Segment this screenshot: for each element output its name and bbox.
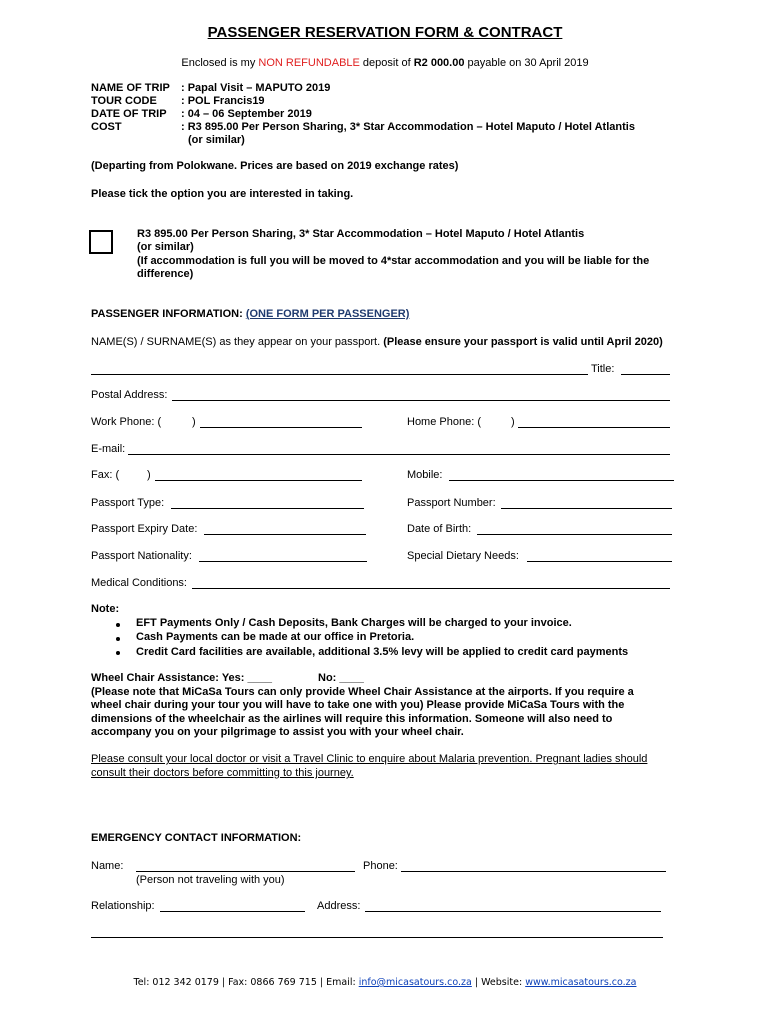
emergency-address-label: Address: [317,900,361,912]
fax-close: ) [147,469,151,481]
one-form-note: (ONE FORM PER PASSENGER) [245,308,410,320]
passenger-info-heading [91,308,409,320]
tour-code-value: : POL Francis19 [181,95,265,107]
wheelchair-line-1: (Please note that MiCaSa Tours can only provide Wheel Chair Assistance at the airports. If you require a [91,686,634,698]
emergency-name-field[interactable] [136,871,355,872]
title-field[interactable] [621,374,670,375]
mobile-field[interactable] [449,480,674,481]
deposit-pre: Enclosed is my [181,57,259,69]
note-item: Credit Card facilities are available, additional 3.5% levy will be applied to credit card payments [136,646,629,658]
emergency-extra-field[interactable] [91,937,663,938]
home-phone-close: ) [511,416,515,428]
wheelchair-yes: Wheel Chair Assistance: Yes: ____ [91,672,272,684]
work-phone-close: ) [192,416,196,428]
footer-contact: Tel: 012 342 0179 | Fax: 0866 769 715 | Email: [133,977,359,988]
relationship-field[interactable] [160,911,305,912]
cost-label: COST [91,121,122,133]
trip-date-value: : 04 – 06 September 2019 [181,108,312,120]
postal-field[interactable] [172,400,670,401]
deposit-mid: deposit of [359,57,414,69]
malaria-line-1: Please consult your local doctor or visit a Travel Clinic to enquire about Malaria prevention. Pregnant ladies should [91,753,648,765]
tour-code-label: TOUR CODE [91,95,157,107]
postal-label: Postal Address: [91,389,168,401]
footer [0,977,770,988]
emergency-phone-field[interactable] [401,871,666,872]
names-field[interactable] [91,374,588,375]
work-phone-field[interactable] [200,427,362,428]
medical-field[interactable] [192,588,670,589]
trip-name-value: : Papal Visit – MAPUTO 2019 [181,82,331,94]
wheelchair-line-4: accompany you on your pilgrimage to assist you with your wheel chair. [91,726,464,738]
fax-label: Fax: ( [91,469,120,481]
cost-value: : R3 895.00 Per Person Sharing, 3* Star Accommodation – Hotel Maputo / Hotel Atlantis [181,121,635,133]
wheelchair-no: No: ____ [318,672,364,684]
tick-instruction: Please tick the option you are interested in taking. [91,188,354,200]
deposit-amount: R2 000.00 [413,57,465,69]
names-label: NAME(S) / SURNAME(S) as they appear on your passport. [91,336,384,348]
medical-label: Medical Conditions: [91,577,187,589]
footer-website-link[interactable]: www.micasatours.co.za [525,977,637,988]
passport-validity-note: (Please ensure your passport is valid until April 2020) [383,336,663,348]
email-label: E-mail: [91,443,126,455]
dob-field[interactable] [477,534,672,535]
dietary-label: Special Dietary Needs: [407,550,519,562]
dietary-field[interactable] [527,561,672,562]
deposit-post: payable on 30 April 2019 [464,57,589,69]
email-field[interactable] [128,454,670,455]
malaria-line-2: consult their doctors before committing to this journey. [91,767,354,779]
option-line-3: (If accommodation is full you will be moved to 4*star accommodation and you will be liable for the [137,255,650,267]
mobile-label: Mobile: [407,469,443,481]
dob-label: Date of Birth: [407,523,472,535]
bullet-icon [116,637,120,641]
home-phone-label: Home Phone: ( [407,416,481,428]
departing-note: (Departing from Polokwane. Prices are based on 2019 exchange rates) [91,160,459,172]
relationship-label: Relationship: [91,900,155,912]
page-title: PASSENGER RESERVATION FORM & CONTRACT [207,24,563,41]
nationality-field[interactable] [199,561,367,562]
option-line-1: R3 895.00 Per Person Sharing, 3* Star Accommodation – Hotel Maputo / Hotel Atlantis [137,228,585,240]
emergency-phone-label: Phone: [363,860,398,872]
passport-expiry-field[interactable] [204,534,366,535]
option-checkbox[interactable] [89,230,113,254]
bullet-icon [116,651,120,655]
work-phone-label: Work Phone: ( [91,416,162,428]
note-heading: Note: [91,603,120,615]
emergency-address-field[interactable] [365,911,661,912]
deposit-line [0,57,770,69]
option-line-2: (or similar) [137,241,194,253]
note-item: EFT Payments Only / Cash Deposits, Bank Charges will be charged to your invoice. [136,617,572,629]
passenger-info-title: PASSENGER INFORMATION: [91,308,246,320]
fax-field[interactable] [155,480,362,481]
bullet-icon [116,623,120,627]
trip-name-label: NAME OF TRIP [91,82,170,94]
wheelchair-line-3: dimensions of the wheelchair as the airlines will require this information. Someone will also need to [91,713,613,725]
passport-type-field[interactable] [171,508,364,509]
passport-expiry-label: Passport Expiry Date: [91,523,198,535]
note-item: Cash Payments can be made at our office in Pretoria. [136,631,415,643]
wheelchair-line-2: wheel chair during your tour you will have to take one with you) Please provide MiCaSa Tours with the [91,699,625,711]
emergency-name-note: (Person not traveling with you) [136,874,285,886]
passport-number-label: Passport Number: [407,497,496,509]
non-refundable-text: NON REFUNDABLE [258,57,360,69]
emergency-name-label: Name: [91,860,124,872]
nationality-label: Passport Nationality: [91,550,192,562]
title-label: Title: [591,363,615,375]
trip-date-label: DATE OF TRIP [91,108,167,120]
passport-number-field[interactable] [501,508,672,509]
cost-value-note: (or similar) [188,134,245,146]
home-phone-field[interactable] [518,427,670,428]
names-instruction [91,336,663,348]
footer-separator: | Website: [471,977,526,988]
emergency-heading: EMERGENCY CONTACT INFORMATION: [91,832,302,844]
footer-email-link[interactable]: info@micasatours.co.za [358,977,472,988]
option-line-4: difference) [137,268,194,280]
passport-type-label: Passport Type: [91,497,165,509]
